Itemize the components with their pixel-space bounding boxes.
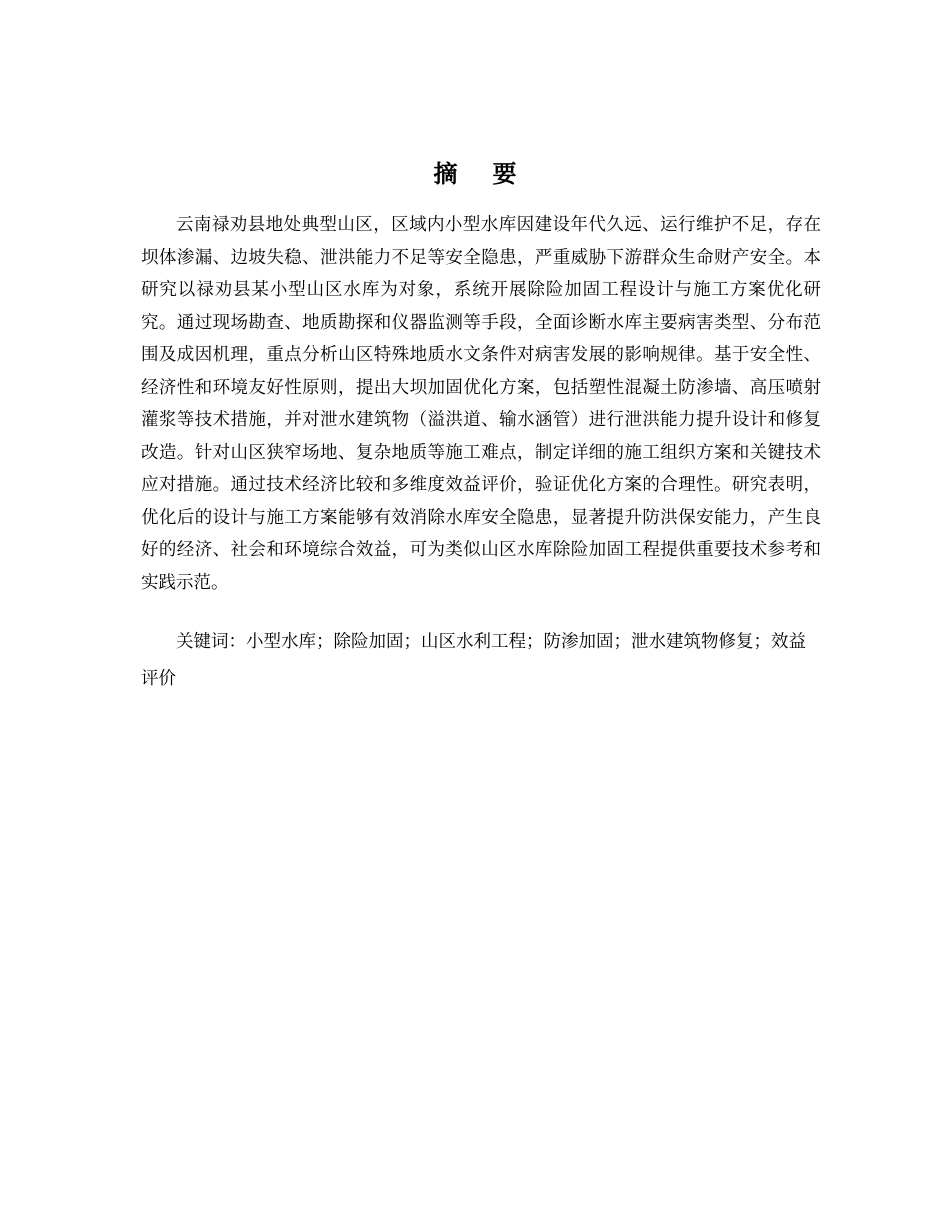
keywords-label: 关键词： — [176, 632, 246, 652]
abstract-title: 摘要 — [433, 160, 552, 188]
abstract-body: 云南禄劝县地处典型山区，区域内小型水库因建设年代久远、运行维护不足，存在坝体渗漏、边坡失稳、泄洪能力不足等安全隐患，严重威胁下游群众生命财产安全。本研究以禄劝县某小型山区水库为对象，系统开展除险加固工程设计与施工方案优化研究。通过现场勘查、地质勘探和仪器监测等手段，全面诊断水库主要病害类型、分布范围及成因机理，重点分析山区特殊地质水文条件对病害发展的影响规律。基于安全性、经济性和环境友好性原则，提出大坝加固优化方案，包括塑性混凝土防渗墙、高压喷射灌浆等技术措施，并对泄水建筑物（溢洪道、输水涵管）进行泄洪能力提升设计和修复改造。针对山区狭窄场地、复杂地质等施工难点，制定详细的施工组织方案和关键技术应对措施。通过技术经济比较和多维度效益评价，验证优化方案的合理性。研究表明，优化后的设计与施工方案能够有效消除水库安全隐患，显著提升防洪保安能力，产生良好的经济、社会和环境综合效益，可为类似山区水库除险加固工程提供重要技术参考和实践示范。 — [141, 215, 821, 593]
keywords-text: 小型水库；除险加固；山区水利工程；防渗加固；泄水建筑物修复；效益评价 — [141, 632, 806, 689]
keywords-line — [141, 624, 821, 698]
